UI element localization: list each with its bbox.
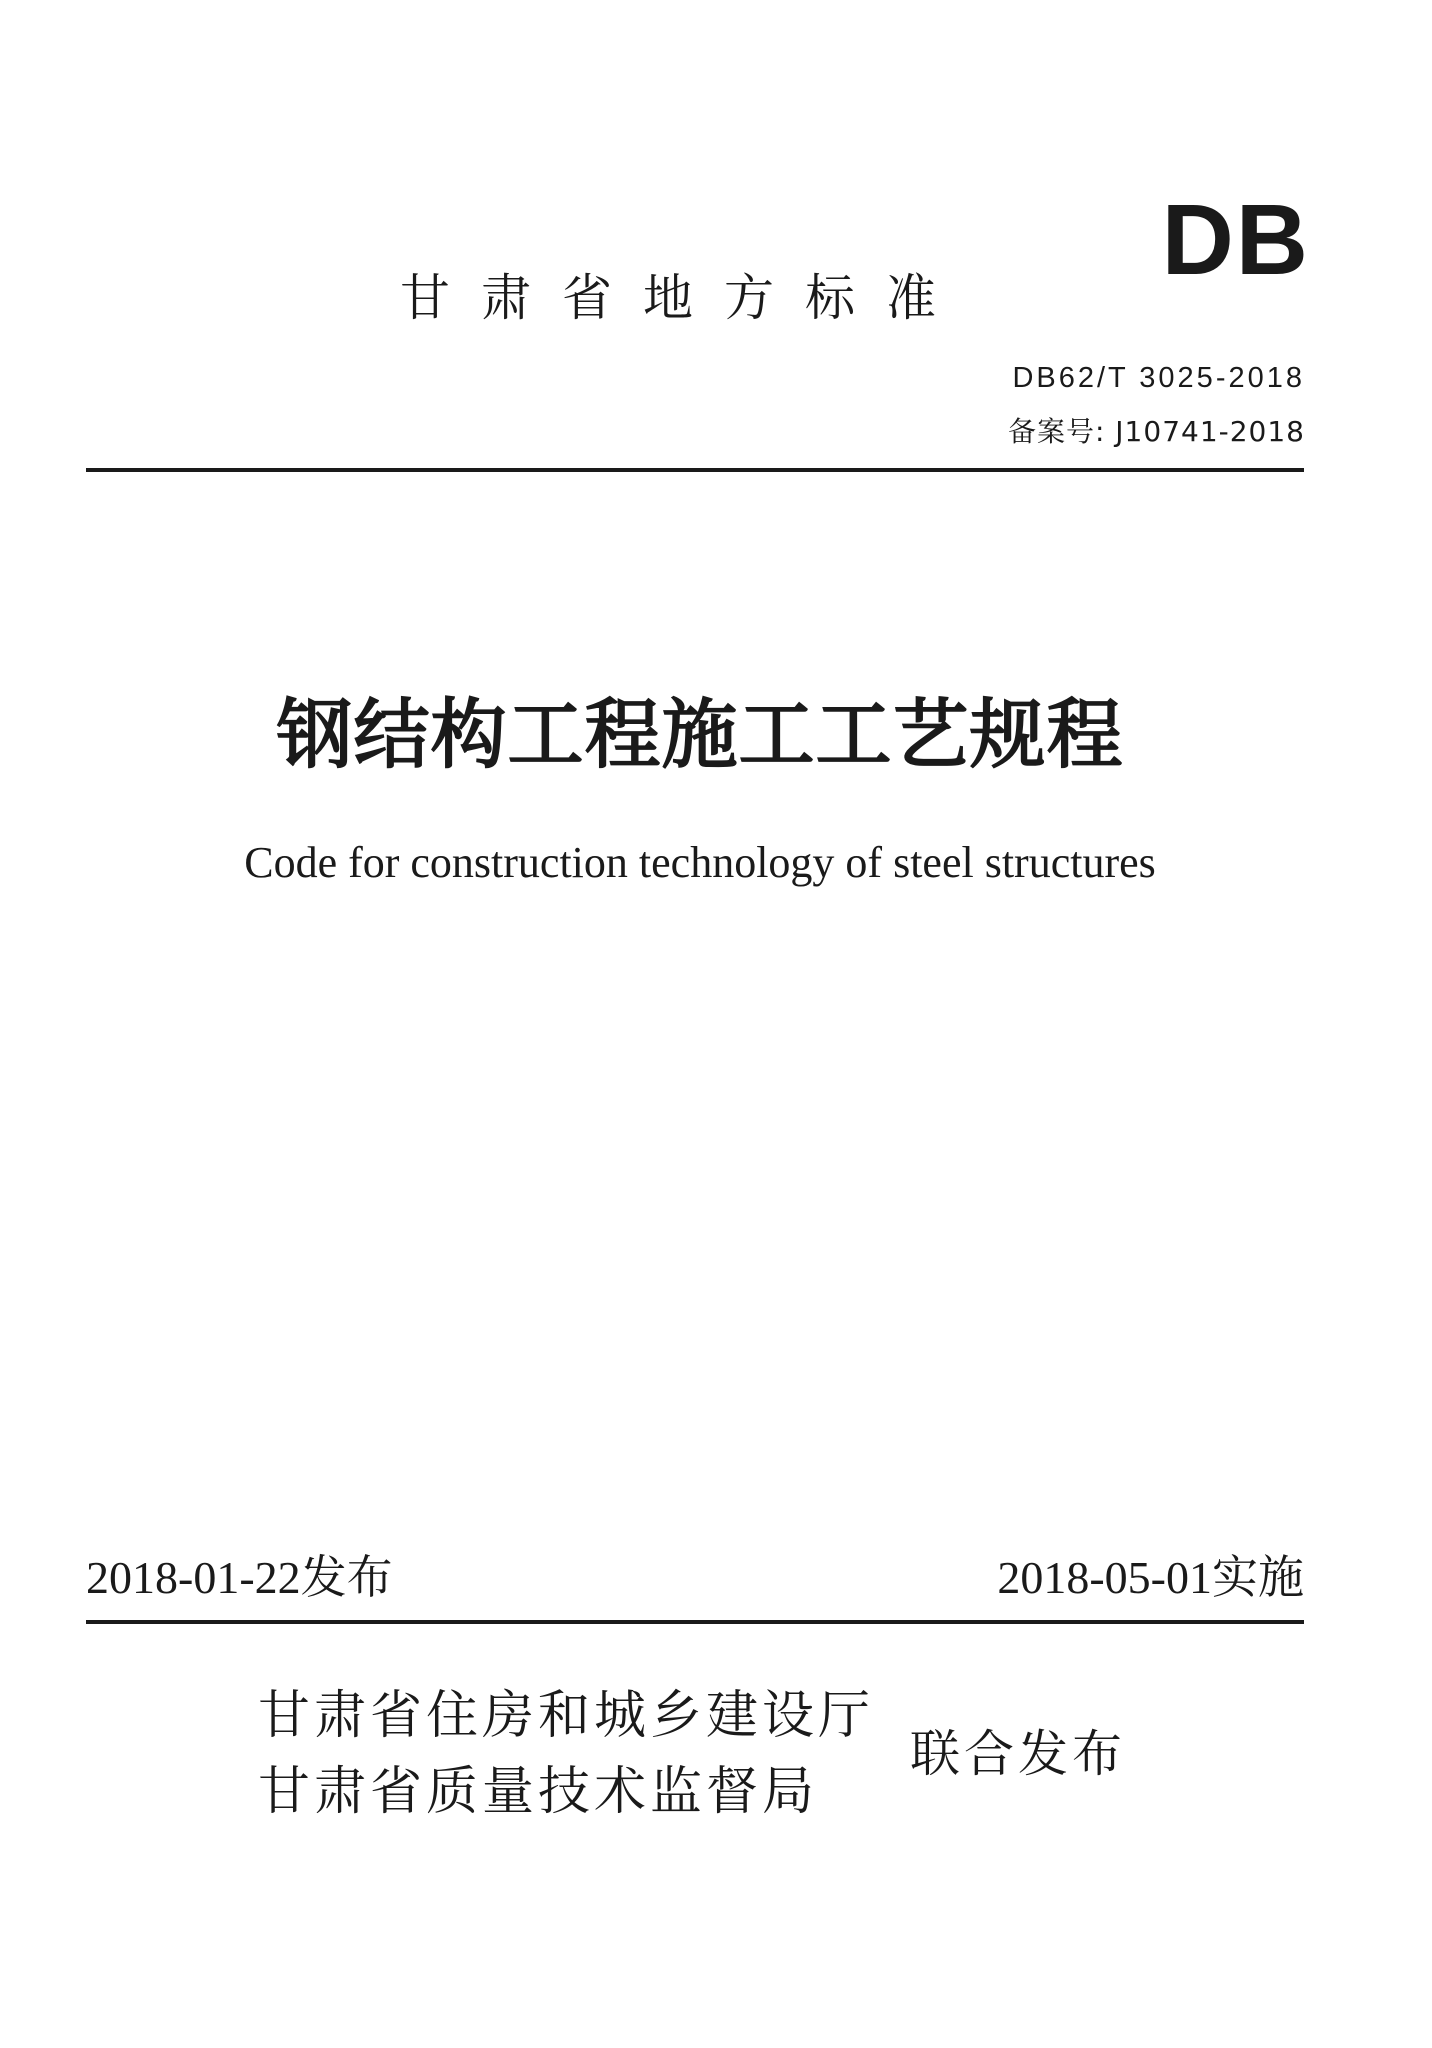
standard-number: DB62/T 3025-2018 xyxy=(1012,362,1305,394)
footer-divider xyxy=(86,1620,1304,1624)
db-code-mark: DB xyxy=(1161,184,1310,296)
document-title-chinese: 钢结构工程施工工艺规程 xyxy=(276,690,1124,779)
joint-issue-label: 联合发布 xyxy=(910,1725,1126,1783)
effective-date: 2018-05-01实施 xyxy=(997,1552,1304,1603)
document-title-english: Code for construction technology of steel structures xyxy=(244,838,1156,887)
standard-type: 甘肃省地方标准 xyxy=(400,269,967,327)
issuer-housing-department: 甘肃省住房和城乡建设厅 xyxy=(258,1686,875,1746)
issuer-quality-bureau: 甘肃省质量技术监督局 xyxy=(258,1762,819,1822)
issue-date: 2018-01-22发布 xyxy=(86,1552,393,1603)
header-divider xyxy=(86,468,1304,472)
filing-number: 备案号: J10741-2018 xyxy=(1007,415,1305,448)
